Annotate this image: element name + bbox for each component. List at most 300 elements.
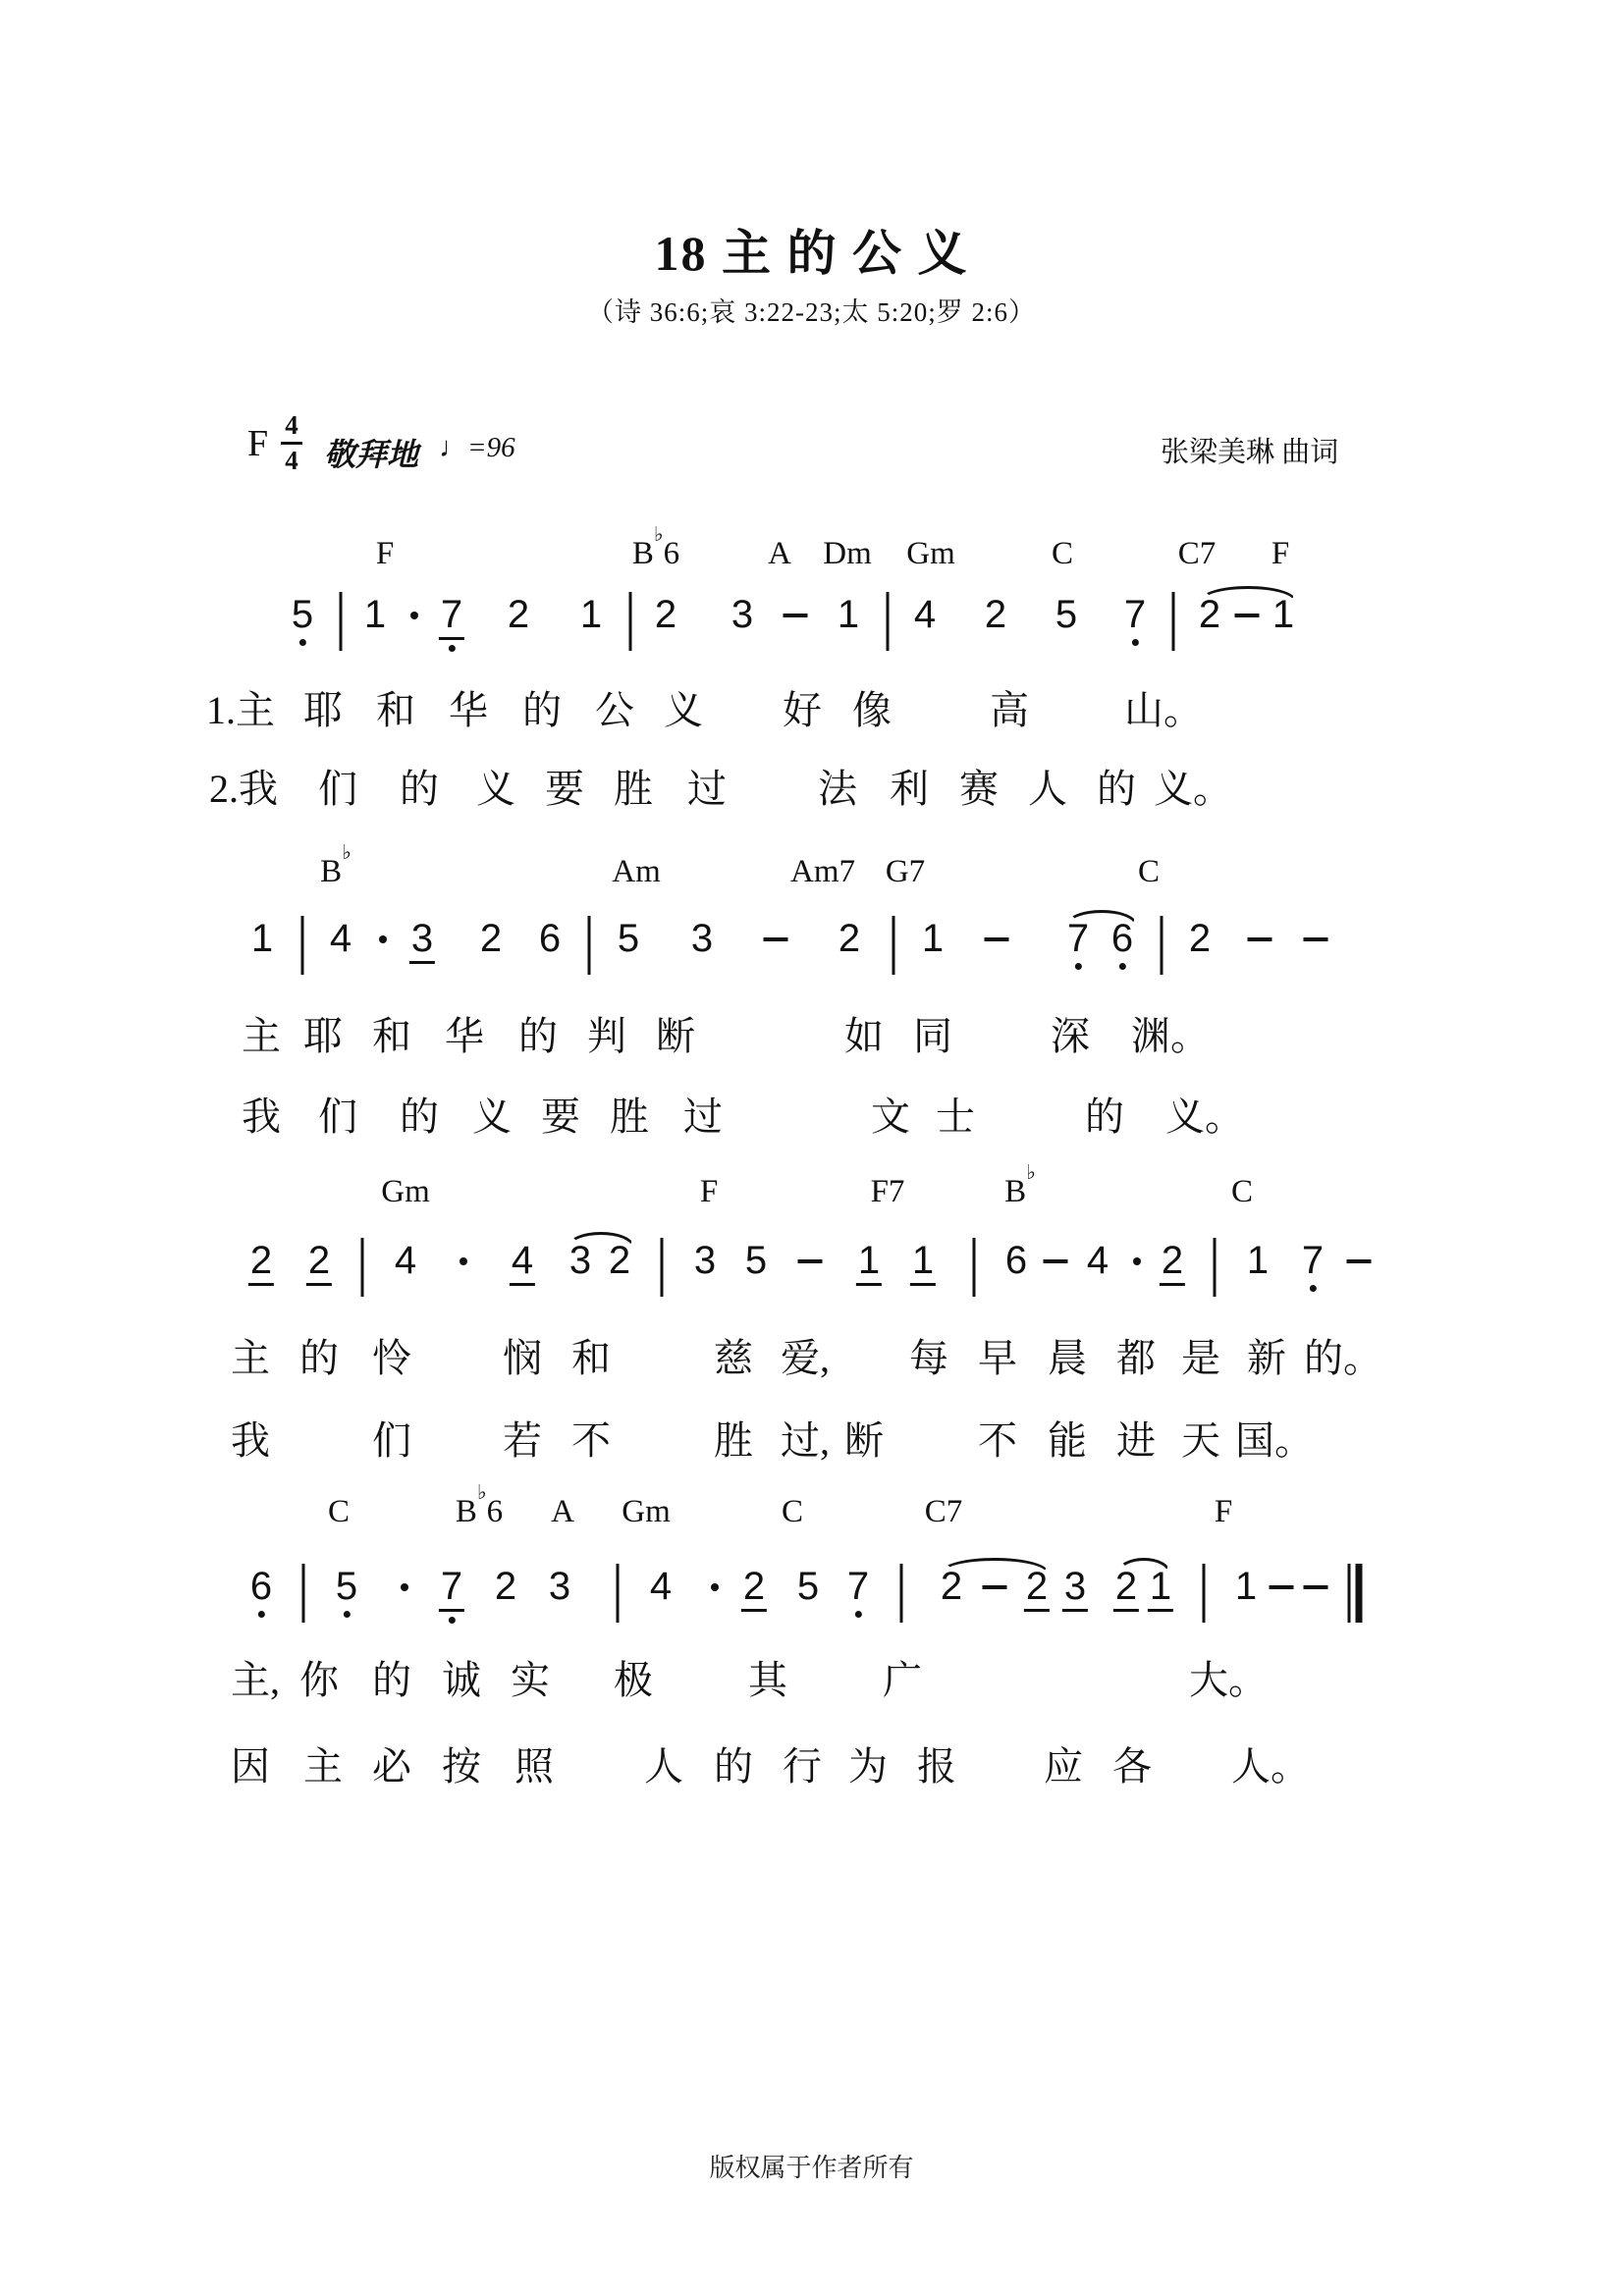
note-digit: 1 [837,593,860,636]
note-digit: 6 [538,917,562,960]
chord-label: C7 [924,1494,963,1529]
note-digit: 4 [649,1565,673,1608]
barline-stroke [361,1238,364,1297]
dash-sustain [1270,1567,1294,1589]
note-token [290,595,315,646]
lyric-token: 义。 [1165,1095,1244,1139]
note-digit: 2 [741,1567,767,1612]
final-bar-group [1348,1564,1363,1623]
lyric-token: 好 [783,688,822,732]
chord-label: A [551,1494,574,1529]
note-token [920,919,946,958]
note-token [478,919,504,958]
note-token [1148,1567,1173,1612]
chord-label: B♭ [320,841,352,889]
note-token [1233,1567,1259,1606]
note-digit: 1 [1234,1565,1258,1608]
lyric-token: 要 [541,1095,580,1139]
lyric-token: 断 [656,1014,695,1058]
tie-arc [568,1232,634,1247]
note-digit: 4 [1086,1239,1109,1282]
barline [629,595,632,651]
note-digit: 2 [1113,1567,1139,1612]
low-octave-dot [1310,1285,1317,1292]
barline-stroke [973,1238,976,1297]
flat-icon: ♭ [1026,1161,1036,1184]
note-token [1085,1241,1110,1280]
note-token [1187,919,1213,958]
lyric-token: 胜 [610,1095,649,1139]
lyric-token: 和 [372,1014,411,1058]
lyric-token: 法 [818,767,857,811]
time-signature-top: 4 [285,410,298,440]
note-token [836,595,861,634]
tempo-marking: ♩=96 [439,432,515,463]
note-token [730,595,755,634]
note-token [692,1241,718,1280]
lyric-token: 若 [503,1418,542,1463]
lyric-token: 的 [400,767,439,811]
note-token [607,1241,632,1280]
key-signature: F [247,423,269,464]
lyric-token: 1.主 [206,688,275,732]
tie-arc [941,1558,1049,1573]
lyric-token: 人 [644,1744,683,1789]
dash-stroke [1235,614,1260,617]
low-octave-dot [449,1617,456,1624]
dash-stroke [1347,1259,1372,1263]
dot-glyph [401,1583,408,1591]
lyric-token: 爱, [781,1336,830,1380]
flat-icon: ♭ [342,841,352,864]
dash-sustain [985,919,1009,941]
chord-label: C [781,1494,804,1529]
lyric-token: 极 [614,1658,653,1702]
note-token [1122,595,1148,646]
lyric-token: 怜 [372,1336,411,1380]
note-token [439,595,464,652]
note-token [837,919,862,958]
lyric-token: 我 [231,1418,270,1463]
chord-label: Dm [823,536,872,571]
note-token [983,595,1008,634]
dash-stroke [1304,1585,1328,1589]
note-digit: 2 [1188,917,1212,960]
note-digit: 7 [1066,917,1090,960]
note-digit: 3 [693,1239,717,1282]
note-token [439,1567,464,1624]
chord-label: Gm [381,1174,430,1209]
lyric-token: 的。 [1304,1336,1382,1380]
note-digit: 2 [654,593,677,636]
dot-glyph [711,1583,719,1591]
note-token [510,1241,535,1286]
augmentation-dot [711,1567,719,1591]
lyric-token: 断 [844,1418,884,1463]
chord-label: F [1214,1494,1233,1529]
lyric-token: 2.我 [209,767,278,811]
note-digit: 3 [548,1565,571,1608]
note-token [856,1241,882,1286]
note-digit: 2 [1160,1241,1185,1286]
note-digit: 2 [984,593,1007,636]
low-octave-dot [344,1611,351,1618]
chord-label: F [375,536,395,571]
note-digit: 1 [363,593,387,636]
note-token [795,1567,821,1606]
note-digit: 6 [1110,917,1134,960]
lyric-token: 耶 [303,688,343,732]
dash-stroke [983,1585,1007,1589]
barline-stroke [1172,592,1175,651]
barline [887,595,890,651]
lyric-token: 胜 [614,767,653,811]
dash-stroke [784,614,808,617]
dash-stroke [1044,1259,1068,1263]
dash-stroke [985,937,1009,941]
lyric-token: 实 [511,1658,550,1702]
note-digit: 7 [439,1567,464,1612]
lyric-token: 广 [883,1658,922,1702]
footer-text: 版权属于作者所有 [709,2154,914,2182]
lyric-token: 和 [571,1336,611,1380]
note-token [648,1567,674,1606]
dash-sustain [1304,1567,1328,1589]
note-token [334,1567,359,1618]
note-token [1271,595,1296,634]
lyric-token: 和 [376,688,415,732]
lyric-token: 的 [372,1658,411,1702]
note-digit: 7 [1301,1239,1325,1282]
lyric-token: 都 [1116,1336,1156,1380]
dash-sustain [1304,919,1328,941]
augmentation-dot [401,1567,408,1591]
barline-stroke [629,592,632,651]
note-token [653,595,678,634]
note-token [689,919,715,958]
lyric-token: 主 [303,1744,343,1789]
lyric-token: 能 [1048,1418,1087,1463]
low-octave-dot [1075,963,1082,970]
note-digit: 5 [335,1565,358,1608]
low-octave-dot [855,1611,862,1618]
note-digit: 4 [510,1241,535,1286]
note-token [547,1567,572,1606]
lyric-token: 的 [1085,1095,1124,1139]
note-token [578,595,604,634]
dot-glyph [1133,1257,1141,1265]
note-digit: 3 [690,917,714,960]
lyric-token: 主 [242,1014,281,1058]
lyric-token: 同 [913,1014,952,1058]
note-token [393,1241,418,1280]
chord-label: C [1230,1174,1254,1209]
lyric-token: 文 [871,1095,910,1139]
final-barline [1348,1567,1363,1623]
barline-stroke [661,1238,664,1297]
chord-label: F [1271,536,1290,571]
barline [893,919,895,975]
note-digit: 3 [1062,1567,1088,1612]
note-token [1065,919,1091,970]
note-token [1300,1241,1325,1292]
augmentation-dot [410,595,418,619]
augmentation-dot [379,919,387,943]
note-token [741,1567,767,1612]
flat-icon: ♭ [476,1481,487,1504]
final-bar-thin [1348,1564,1351,1623]
note-digit: 2 [494,1565,517,1608]
low-octave-dot [299,639,306,646]
dash-sustain [1044,1241,1068,1263]
barline-stroke [900,1564,903,1623]
note-digit: 7 [439,595,464,640]
note-token [743,1241,769,1280]
note-digit: 4 [394,1239,417,1282]
lyric-token: 你 [299,1658,339,1702]
chord-label: C7 [1177,536,1217,571]
lyric-token: 的 [714,1744,753,1789]
barline [900,1567,903,1623]
note-digit: 4 [329,917,352,960]
expression-text: 敬拜地 [324,437,419,472]
lyric-token: 早 [978,1336,1017,1380]
lyric-token: 慈 [714,1336,753,1380]
note-token [1003,1241,1029,1280]
scripture-reference: （诗 36:6;哀 3:22-23;太 5:20;罗 2:6） [586,297,1036,327]
barline [588,919,591,975]
lyric-token: 像 [852,688,892,732]
lyric-token: 们 [318,1095,357,1139]
dash-sustain [798,1241,823,1263]
dash-stroke [1248,937,1272,941]
lyric-token: 山。 [1124,688,1203,732]
note-digit: 4 [913,593,937,636]
lyric-token: 耶 [303,1014,343,1058]
dash-stroke [764,937,788,941]
note-digit: 1 [921,917,945,960]
barline [1161,919,1163,975]
lyric-token: 义 [664,688,703,732]
note-token [249,919,275,958]
lyric-token: 的 [518,1014,558,1058]
chord-label: C [1137,854,1161,889]
note-digit: 2 [1198,593,1221,636]
lyric-token: 人。 [1231,1744,1310,1789]
lyric-token: 其 [748,1658,787,1702]
barline-stroke [588,916,591,975]
note-token [248,1567,274,1618]
page-title: 18 主 的 公 义 [654,226,969,281]
low-octave-dot [449,645,456,652]
lyric-token: 公 [595,688,634,732]
note-digit: 2 [306,1241,332,1286]
note-digit: 1 [1148,1567,1173,1612]
lyric-token: 新 [1247,1336,1286,1380]
chord-label: C [1051,536,1074,571]
dot-glyph [379,935,387,943]
barline [973,1241,976,1297]
barline [301,919,304,975]
note-digit: 5 [291,593,314,636]
barline-stroke [887,592,890,651]
note-token [616,919,641,958]
low-octave-dot [1119,963,1126,970]
note-digit: 2 [507,593,530,636]
barline-stroke [340,592,343,651]
tie-arc [1200,586,1296,601]
lyric-token: 过 [683,1095,723,1139]
lyric-token: 义 [476,767,515,811]
lyric-token: 天 [1181,1418,1220,1463]
note-token [506,595,531,634]
note-digit: 2 [940,1565,963,1608]
note-digit: 6 [1004,1239,1028,1282]
chord-label: B♭ [1004,1161,1036,1209]
lyric-token: 我 [242,1095,281,1139]
lyric-token: 主, [231,1658,280,1702]
lyric-token: 应 [1044,1744,1083,1789]
note-token [306,1241,332,1286]
note-digit: 2 [608,1239,631,1282]
lyric-token: 不 [571,1418,611,1463]
chord-label: Am7 [789,854,856,889]
note-digit: 3 [409,919,435,964]
note-token [328,919,353,958]
lyric-token: 士 [936,1095,975,1139]
chord-label: B♭6 [631,523,680,571]
note-token [1024,1567,1050,1612]
lyric-token: 深 [1051,1014,1090,1058]
lyric-token: 义 [472,1095,512,1139]
lyric-token: 各 [1112,1744,1152,1789]
barline [1203,1567,1206,1623]
note-token [1197,595,1222,634]
lyric-token: 们 [318,767,357,811]
note-token [409,919,435,964]
note-digit: 2 [479,917,503,960]
lyric-token: 华 [445,1014,484,1058]
note-digit: 5 [1055,593,1078,636]
note-token [568,1241,593,1280]
lyric-token: 华 [449,688,488,732]
lyric-token: 必 [372,1744,411,1789]
note-token [493,1567,518,1606]
chord-label: F7 [870,1174,905,1209]
tie-arc [1066,910,1137,925]
augmentation-dot [1133,1241,1141,1265]
note-digit: 2 [838,917,861,960]
note-digit: 2 [248,1241,274,1286]
barline [361,1241,364,1297]
lyric-token: 为 [848,1744,888,1789]
note-digit: 5 [744,1239,768,1282]
barline-stroke [893,916,895,975]
lyric-token: 每 [909,1336,948,1380]
barline [661,1241,664,1297]
chord-label: Gm [906,536,955,571]
lyric-token: 们 [372,1418,411,1463]
lyric-token: 要 [545,767,584,811]
lyric-token: 行 [783,1744,822,1789]
dot-glyph [460,1257,467,1265]
chord-label: Gm [622,1494,671,1529]
note-digit: 1 [856,1241,882,1286]
barline [1214,1241,1217,1297]
dash-sustain [1248,919,1272,941]
note-digit: 3 [730,593,754,636]
augmentation-dot [460,1241,467,1265]
lyric-token: 报 [917,1744,956,1789]
note-token [845,1567,871,1618]
lyric-token: 胜 [714,1418,753,1463]
lyric-token: 不 [978,1418,1017,1463]
dash-stroke [1304,937,1328,941]
note-digit: 1 [250,917,274,960]
note-token [1062,1567,1088,1612]
barline [340,595,343,651]
chord-label: A [768,536,791,571]
barline-stroke [617,1564,620,1623]
chord-label: B♭6 [455,1481,504,1529]
lyric-token: 晨 [1048,1336,1087,1380]
barline-stroke [1161,916,1163,975]
note-token [912,595,938,634]
note-digit: 1 [1246,1239,1270,1282]
lyric-token: 渊。 [1131,1014,1210,1058]
note-digit: 3 [568,1239,592,1282]
time-signature-bottom: 4 [285,446,298,475]
chord-label: G7 [885,854,926,889]
note-token [1245,1241,1271,1280]
lyric-token: 进 [1116,1418,1156,1463]
barline [617,1567,620,1623]
lyric-token: 过 [687,767,727,811]
lyric-token: 大。 [1189,1658,1268,1702]
lyric-token: 主 [231,1336,270,1380]
barline-stroke [1203,1564,1206,1623]
chord-label: C [327,1494,351,1529]
note-digit: 1 [910,1241,936,1286]
note-digit: 1 [1271,593,1295,636]
lyric-token: 的 [522,688,562,732]
note-token [537,919,563,958]
lyric-token: 是 [1181,1336,1220,1380]
note-digit: 6 [249,1565,273,1608]
final-bar-thick [1356,1564,1363,1623]
flat-icon: ♭ [653,523,664,546]
lyric-token: 赛 [959,767,999,811]
low-octave-dot [1132,639,1139,646]
barline [1172,595,1175,651]
composer-credit: 张梁美琳 曲词 [1161,437,1339,468]
dash-sustain [1347,1241,1372,1263]
note-digit: 7 [846,1565,870,1608]
lyric-token: 的 [1097,767,1136,811]
low-octave-dot [258,1611,265,1618]
chord-label: F [699,1174,719,1209]
lyric-token: 高 [990,688,1029,732]
lyric-token: 义。 [1154,767,1232,811]
chord-label: Am [612,854,661,889]
dash-sustain [764,919,788,941]
note-token [1113,1567,1139,1612]
note-token [248,1241,274,1286]
note-token [1054,595,1079,634]
lyric-token: 因 [231,1744,270,1789]
note-digit: 2 [1024,1567,1050,1612]
lyric-token: 利 [890,767,929,811]
